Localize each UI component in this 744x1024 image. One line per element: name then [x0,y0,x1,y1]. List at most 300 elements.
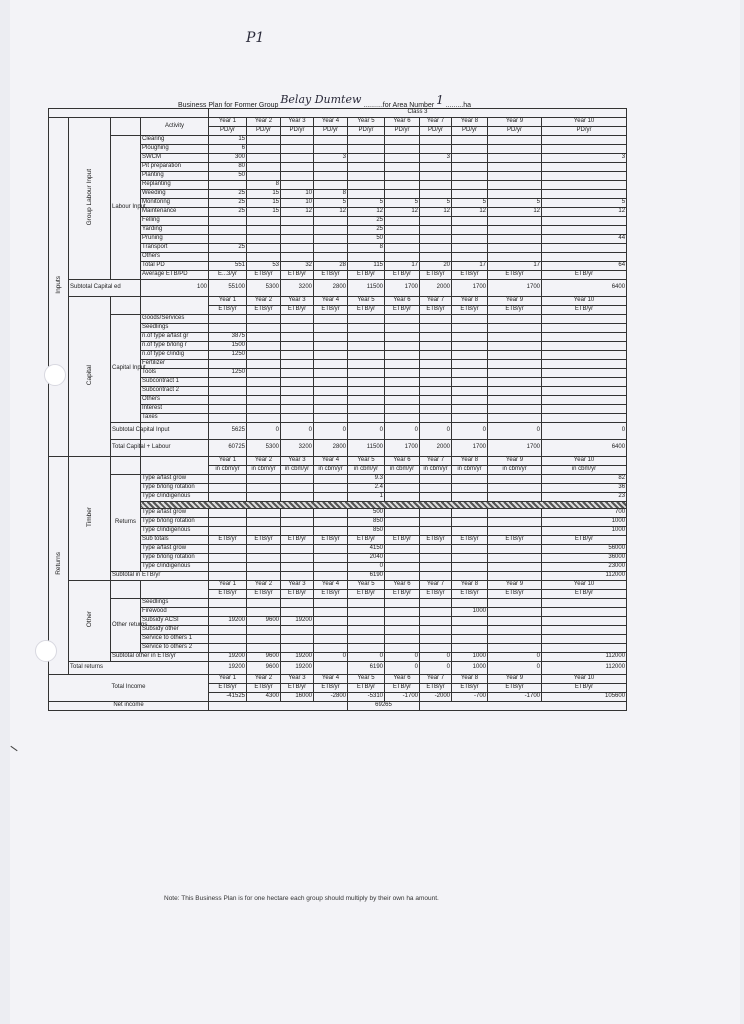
activity-monitoring: Monitoring [141,199,209,208]
blank-cell [111,118,141,136]
labour-y1 [209,217,247,226]
labour-y8 [452,190,488,199]
activity-clearing: Clearing [141,136,209,145]
capital-y4 [314,315,348,324]
other-subtotal-y5: 0 [348,653,385,662]
timber-value-y10: 36000 [542,554,627,563]
year-header-5: Year 5 [348,297,385,306]
year-header-5: Year 5 [348,118,385,127]
capital-labour-total-y2: 5300 [247,440,281,457]
capital-y5 [348,351,385,360]
activity-others: Others [141,253,209,262]
other-y9 [488,644,542,653]
other-y10 [542,617,627,626]
labour-y5: 12 [348,208,385,217]
unit-pd-yr: PD/yr [488,127,542,136]
capital-y6 [385,333,420,342]
year-header-10: Year 10 [542,581,627,590]
capital-y8 [452,324,488,333]
other-y9 [488,635,542,644]
unit-cbm-yr: in cbm/yr [420,466,452,475]
capital-y2 [247,324,281,333]
other-y10 [542,644,627,653]
capital-y3 [281,315,314,324]
other-y1 [209,599,247,608]
labour-y1: 300 [209,154,247,163]
other-y3 [281,599,314,608]
labour-y8 [452,253,488,262]
labour-subtotal-label: Subtotal Capital ed [69,280,141,297]
capital-labour-total-y7: 2000 [420,440,452,457]
activity-weeding: Weeding [141,190,209,199]
capital-y10 [542,414,627,423]
year-header-10: Year 10 [542,457,627,466]
total-returns-y5: 6190 [348,662,385,675]
labour-y1: 80 [209,163,247,172]
timber-value-item: Type c/indigenous [141,563,209,572]
labour-y8: 5 [452,199,488,208]
capital-y10 [542,333,627,342]
year-header-3: Year 3 [281,297,314,306]
capital-y4 [314,369,348,378]
labour-y5: 115 [348,262,385,271]
labour-y8 [452,226,488,235]
timber-vol-y4 [314,475,348,484]
unit-cbm-yr: in cbm/yr [385,466,420,475]
capital-y9 [488,387,542,396]
other-y3 [281,644,314,653]
unit-cbm-yr: in cbm/yr [452,466,488,475]
other-y1 [209,635,247,644]
timber-price-y3 [281,518,314,527]
other-y8 [452,599,488,608]
capital-y2 [247,396,281,405]
other-y5 [348,617,385,626]
labour-subtotal-y10: 6400 [542,280,627,297]
timber-price-y9 [488,509,542,518]
total-returns-y3: 19200 [281,662,314,675]
labour-y7: 5 [420,199,452,208]
net-income-value: 69265 [348,702,420,711]
capital-y10 [542,324,627,333]
timber-subtotal-y7 [420,572,452,581]
labour-y7 [420,163,452,172]
capital-y2 [247,360,281,369]
labour-y8 [452,172,488,181]
labour-y1: 25 [209,199,247,208]
labour-y6 [385,235,420,244]
other-y2 [247,635,281,644]
labour-y8 [452,163,488,172]
labour-y2 [247,172,281,181]
labour-y4 [314,217,348,226]
capital-y1 [209,396,247,405]
capital-y4 [314,387,348,396]
capital-y1 [209,387,247,396]
total-returns-y6: 0 [385,662,420,675]
timber-vol-y10: 36 [542,484,627,493]
unit-etb-yr: ETB/yr [488,684,542,693]
other-y2 [247,608,281,617]
other-y10 [542,608,627,617]
labour-y3 [281,136,314,145]
other-y10 [542,626,627,635]
timber-price-y9 [488,527,542,536]
labour-y9 [488,154,542,163]
labour-y6 [385,217,420,226]
year-header-7: Year 7 [420,297,452,306]
unit-etb-yr: ETB/yr [452,536,488,545]
unit-etb-yr: ETB/yr [314,684,348,693]
other-subtotal-y9: 0 [488,653,542,662]
avg-unit: ETB/yr [348,271,385,280]
capital-y6 [385,360,420,369]
table-row [49,572,627,581]
labour-y9 [488,235,542,244]
unit-etb-yr: ETB/yr [281,306,314,315]
table-row [49,109,627,118]
other-y1 [209,608,247,617]
timber-price-y1 [209,518,247,527]
capital-y1 [209,315,247,324]
labour-y9 [488,217,542,226]
capital-subtotal-y6: 0 [385,423,420,440]
table-row [49,440,627,457]
timber-vol-y8 [452,493,488,502]
timber-vol-y3 [281,475,314,484]
other-y7 [420,617,452,626]
labour-y1: 50 [209,172,247,181]
labour-input-label: Labour Input [111,136,141,280]
year-header-8: Year 8 [452,675,488,684]
other-item: Firewood [141,608,209,617]
year-header-8: Year 8 [452,457,488,466]
other-y8 [452,644,488,653]
timber-returns-label: Returns [111,475,141,572]
labour-y2: 15 [247,190,281,199]
labour-y9: 12 [488,208,542,217]
avg-unit: ETB/yr [247,271,281,280]
labour-y10 [542,217,627,226]
group-name-handwritten: Belay Dumtew [280,93,362,106]
timber-price-y8 [452,527,488,536]
labour-y1: 25 [209,244,247,253]
year-header-8: Year 8 [452,581,488,590]
activity-swcm: SWCM [141,154,209,163]
capital-y10 [542,315,627,324]
page-mark: P1 [246,30,265,46]
timber-value-y5: 2040 [348,554,385,563]
income-y4: -2800 [314,693,348,702]
capital-y7 [420,342,452,351]
timber-vol-y2 [247,493,281,502]
labour-y4 [314,172,348,181]
capital-y3 [281,396,314,405]
timber-value-y5: 4150 [348,545,385,554]
timber-price-y8 [452,509,488,518]
table-row [49,423,627,440]
timber-price-y5: 850 [348,527,385,536]
capital-y2 [247,369,281,378]
timber-vol-y4 [314,484,348,493]
labour-y3 [281,253,314,262]
labour-y7: 3 [420,154,452,163]
total-returns-y8: 1000 [452,662,488,675]
labour-y4 [314,253,348,262]
timber-vol-y2 [247,484,281,493]
blank-cell [111,581,141,599]
timber-vol-y8 [452,484,488,493]
year-header-1: Year 1 [209,581,247,590]
capital-labour-total-y3: 3200 [281,440,314,457]
year-header-1: Year 1 [209,457,247,466]
capital-y9 [488,315,542,324]
other-y7 [420,599,452,608]
labour-y10 [542,253,627,262]
capital-labour-total-y9: 1700 [488,440,542,457]
capital-y2 [247,378,281,387]
timber-price-item: Type b/long rotation [141,518,209,527]
other-subtotal-y3: 19200 [281,653,314,662]
timber-section-label: Timber [85,506,93,527]
labour-y3 [281,244,314,253]
activity-felling: Felling [141,217,209,226]
labour-y4 [314,235,348,244]
other-section [69,581,111,662]
year-header-9: Year 9 [488,675,542,684]
timber-value-y7 [420,563,452,572]
unit-etb-yr: ETB/yr [420,536,452,545]
other-y4 [314,599,348,608]
labour-subtotal-y7: 2000 [420,280,452,297]
timber-price-y2 [247,518,281,527]
capital-y9 [488,405,542,414]
capital-item: Interest [141,405,209,414]
timber-price-y3 [281,527,314,536]
other-y1: 19200 [209,617,247,626]
labour-y8 [452,136,488,145]
avg-unit: E...3/yr [209,271,247,280]
timber-subtotal-y2 [247,572,281,581]
other-y3: 19200 [281,617,314,626]
capital-y10 [542,378,627,387]
avg-unit: ETB/yr [542,271,627,280]
labour-y2: 15 [247,208,281,217]
labour-subtotal-y6: 1700 [385,280,420,297]
capital-y8 [452,378,488,387]
capital-y8 [452,342,488,351]
unit-cbm-yr: in cbm/yr [348,466,385,475]
unit-etb-yr: ETB/yr [247,306,281,315]
avg-etb-pd: Average ETB/PD [141,271,209,280]
labour-y6: 5 [385,199,420,208]
year-header-1: Year 1 [209,675,247,684]
labour-y5 [348,172,385,181]
year-header-2: Year 2 [247,457,281,466]
labour-y2: 15 [247,199,281,208]
blank-cell [49,109,209,118]
activity-planting: Planting [141,172,209,181]
labour-y10 [542,226,627,235]
labour-y9 [488,145,542,154]
unit-etb-yr: ETB/yr [209,684,247,693]
labour-y8 [452,181,488,190]
labour-y4: 8 [314,190,348,199]
capital-y10 [542,360,627,369]
capital-y9 [488,414,542,423]
timber-subtotal-y8 [452,572,488,581]
unit-etb-yr: ETB/yr [452,306,488,315]
labour-y3: 10 [281,190,314,199]
timber-price-y1 [209,509,247,518]
labour-y10: 44 [542,235,627,244]
labour-y4: 5 [314,199,348,208]
timber-vol-y7 [420,493,452,502]
timber-vol-y6 [385,475,420,484]
labour-y5: 50 [348,235,385,244]
other-y9 [488,617,542,626]
labour-subtotal-y3: 3200 [281,280,314,297]
timber-value-y6 [385,554,420,563]
unit-etb-yr: ETB/yr [420,306,452,315]
timber-volume-item: Type a/fast grow [141,475,209,484]
income-y9: -1700 [488,693,542,702]
timber-vol-y7 [420,475,452,484]
labour-subtotal-y2: 5300 [247,280,281,297]
timber-value-y1 [209,545,247,554]
other-y5 [348,626,385,635]
unit-etb-yr: ETB/yr [281,590,314,599]
capital-y5 [348,324,385,333]
capital-y2 [247,342,281,351]
unit-etb-yr: ETB/yr [488,536,542,545]
labour-y8 [452,154,488,163]
capital-item: Goods/Services [141,315,209,324]
labour-y10: 5 [542,199,627,208]
year-header-4: Year 4 [314,675,348,684]
capital-y7 [420,360,452,369]
activity-total-pd: Total PD [141,262,209,271]
blank-cell [141,297,209,315]
capital-y3 [281,378,314,387]
other-y3 [281,635,314,644]
capital-y1 [209,414,247,423]
labour-y7 [420,145,452,154]
capital-y6 [385,342,420,351]
labour-y6: 12 [385,208,420,217]
timber-vol-y5: 1 [348,493,385,502]
other-item: Seedlings [141,599,209,608]
unit-pd-yr: PD/yr [314,127,348,136]
unit-etb-yr: ETB/yr [209,536,247,545]
year-header-1: Year 1 [209,297,247,306]
labour-y10 [542,172,627,181]
labour-y6 [385,226,420,235]
income-y1: -41525 [209,693,247,702]
capital-item: Others [141,396,209,405]
capital-y7 [420,396,452,405]
labour-y9 [488,190,542,199]
capital-y9 [488,378,542,387]
year-header-9: Year 9 [488,581,542,590]
labour-y2 [247,154,281,163]
labour-subtotal-y5: 11500 [348,280,385,297]
timber-value-y9 [488,545,542,554]
timber-price-item: Type c/indigenous [141,527,209,536]
timber-price-y3 [281,509,314,518]
avg-unit: ETB/yr [281,271,314,280]
table-row [49,457,627,466]
other-y8: 1000 [452,608,488,617]
other-y2 [247,644,281,653]
unit-etb-yr: ETB/yr [488,590,542,599]
unit-etb-yr: ETB/yr [385,590,420,599]
capital-subtotal-y2: 0 [247,423,281,440]
timber-value-y8 [452,545,488,554]
other-y5 [348,635,385,644]
timber-subtotal-y10: 112000 [542,572,627,581]
capital-y3 [281,387,314,396]
capital-y7 [420,378,452,387]
income-y7: -2000 [420,693,452,702]
inputs-section-label: Inputs [54,276,62,295]
capital-y9 [488,360,542,369]
year-header-4: Year 4 [314,297,348,306]
capital-y1: 1250 [209,369,247,378]
timber-value-y4 [314,554,348,563]
labour-y4: 3 [314,154,348,163]
table-row [49,118,627,127]
labour-y9: 5 [488,199,542,208]
timber-value-y2 [247,554,281,563]
labour-subtotal-y9: 1700 [488,280,542,297]
other-y8 [452,626,488,635]
capital-item: Taxes [141,414,209,423]
capital-y4 [314,360,348,369]
labour-y5: 25 [348,226,385,235]
total-income-label: Total Income [49,675,209,702]
capital-item: n.of type a/fast gr [141,333,209,342]
capital-y5 [348,360,385,369]
capital-y7 [420,405,452,414]
labour-y4 [314,136,348,145]
capital-y5 [348,342,385,351]
labour-y7 [420,226,452,235]
capital-y3 [281,333,314,342]
capital-y4 [314,351,348,360]
capital-y10 [542,351,627,360]
unit-etb-yr: ETB/yr [314,306,348,315]
unit-etb-yr: ETB/yr [209,590,247,599]
unit-etb-yr: ETB/yr [385,306,420,315]
table-row [49,475,627,484]
timber-vol-y1 [209,493,247,502]
income-y5: -5310 [348,693,385,702]
other-y6 [385,644,420,653]
other-y2 [247,626,281,635]
other-subtotal-y7: 0 [420,653,452,662]
labour-y4 [314,244,348,253]
year-header-6: Year 6 [385,457,420,466]
capital-y3 [281,351,314,360]
labour-y5 [348,136,385,145]
year-header-6: Year 6 [385,581,420,590]
labour-y10 [542,136,627,145]
capital-y5 [348,315,385,324]
unit-pd-yr: PD/yr [247,127,281,136]
timber-vol-y4 [314,493,348,502]
timber-price-y4 [314,518,348,527]
